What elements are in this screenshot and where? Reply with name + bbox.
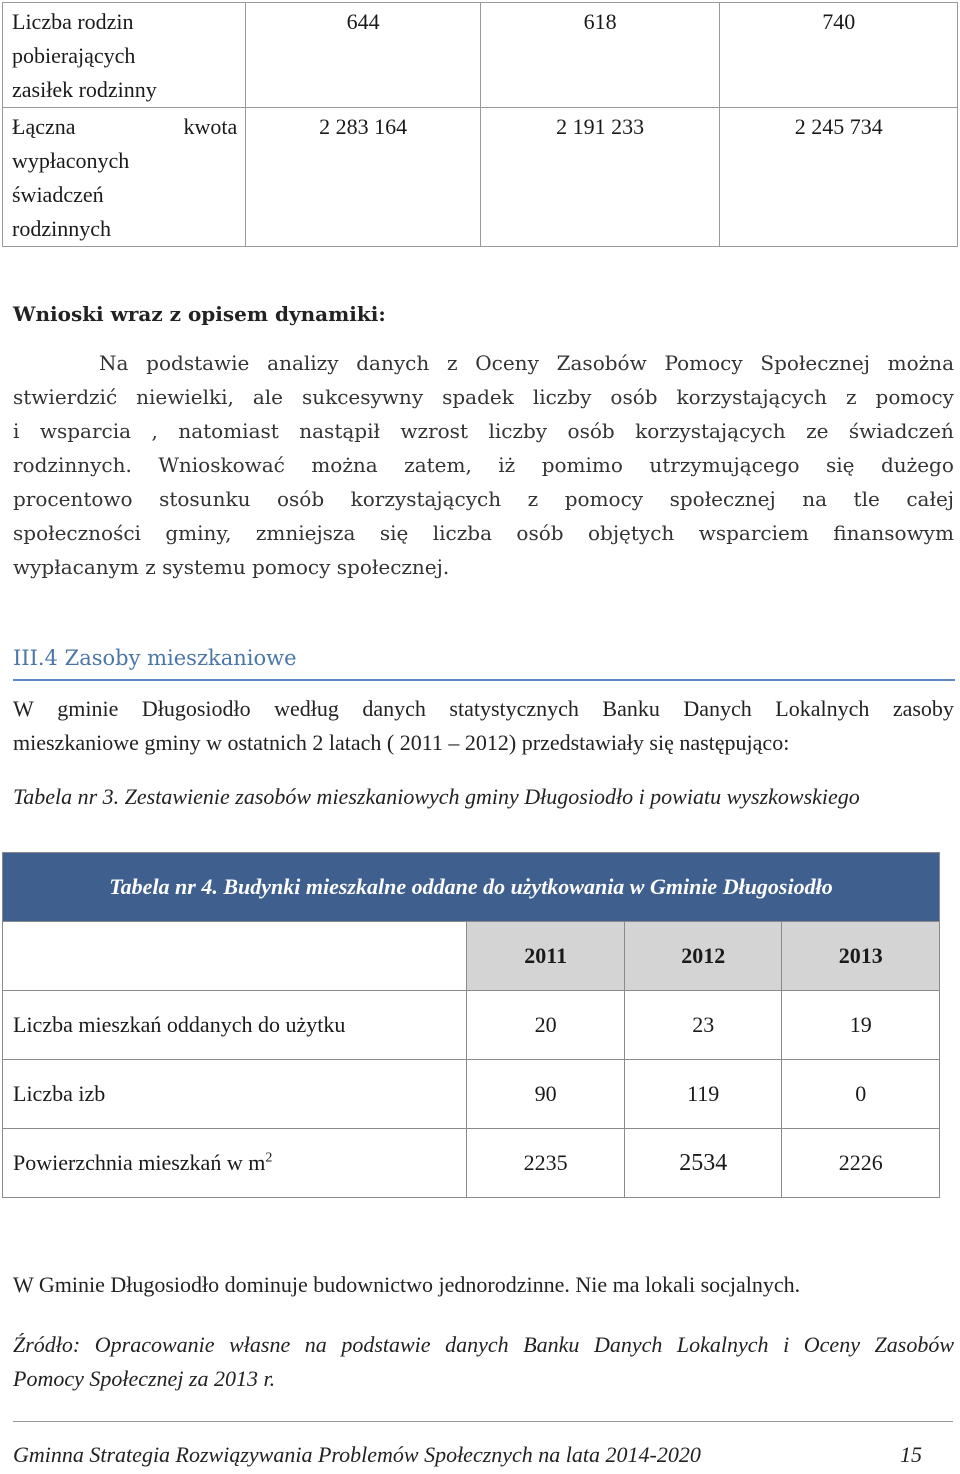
year-header: 2012 (624, 922, 782, 991)
row-label: Liczba mieszkań oddanych do użytku (3, 991, 467, 1060)
word: liczby (532, 385, 592, 409)
word: wsparciem (698, 521, 809, 545)
section-heading: III.4 Zasoby mieszkaniowe (13, 646, 297, 670)
conclusions-paragraph (13, 346, 954, 584)
word: analizy (267, 351, 339, 375)
word: iż (498, 453, 516, 477)
word: danych (356, 351, 430, 375)
word: osób (516, 521, 564, 545)
paragraph-line (13, 692, 954, 726)
empty-header-cell (3, 922, 467, 991)
word: wsparcia (39, 419, 132, 443)
label-word: kwota (183, 114, 238, 139)
year-header: 2013 (782, 922, 940, 991)
word: Lokalnych (676, 1332, 769, 1357)
table-row (3, 108, 958, 247)
value-cell: 2 245 734 (720, 108, 958, 247)
paragraph-line (13, 482, 954, 516)
word: korzystających (350, 487, 502, 511)
word: z (846, 385, 857, 409)
word: osób (567, 419, 615, 443)
word: na (304, 1332, 327, 1357)
value-cell: 19 (782, 991, 940, 1060)
label-line: wypłaconych (12, 148, 130, 173)
word: całej (906, 487, 954, 511)
word: nastąpił (299, 419, 380, 443)
value-cell: 119 (624, 1060, 782, 1129)
word: osób (610, 385, 658, 409)
word: Długosiodło (141, 696, 251, 721)
word: ale (252, 385, 283, 409)
source-note (13, 1328, 954, 1396)
housing-note: W Gminie Długosiodło dominuje budownictwo jednorodzinne. Nie ma lokali socjalnych. (13, 1272, 801, 1297)
word: zasoby (892, 696, 954, 721)
word: korzystających (635, 419, 786, 443)
paragraph-line: mieszkaniowe gminy w ostatnich 2 latach ( 2011 – 2012) przedstawiały się następująco: (13, 730, 790, 755)
source-line: Pomocy Społecznej za 2013 r. (13, 1366, 276, 1391)
word: Pomocy (664, 351, 743, 375)
paragraph-line: wypłacanym z systemu pomocy społecznej. (13, 555, 450, 579)
word: zatem, (404, 453, 472, 477)
paragraph-line (13, 414, 954, 448)
table-row (3, 991, 940, 1060)
value-cell: 2235 (467, 1129, 625, 1198)
row-label (3, 108, 246, 247)
value-cell: 23 (624, 991, 782, 1060)
word: danych (362, 696, 426, 721)
label-line: świadczeń (12, 182, 104, 207)
word: dużego (880, 453, 954, 477)
label-line: Liczba rodzin (12, 9, 134, 34)
word: finansowym (833, 521, 954, 545)
word: Wnioskować (158, 453, 285, 477)
word: korzystających (676, 385, 828, 409)
housing-paragraph (13, 692, 954, 760)
label-line: zasiłek rodzinny (12, 77, 157, 102)
table-row (3, 3, 958, 108)
word: Społecznej (760, 351, 870, 375)
word: Lokalnych (775, 696, 870, 721)
word: podstawie (341, 1332, 431, 1357)
word: pomimo (541, 453, 623, 477)
word: gminy, (165, 521, 232, 545)
word: W (13, 696, 34, 721)
paragraph-line (13, 380, 954, 414)
source-line (13, 1328, 954, 1362)
word: Danych (683, 696, 752, 721)
word: danych (445, 1332, 509, 1357)
word: Zasobów (874, 1332, 954, 1357)
word: się (826, 453, 855, 477)
word: zmniejsza (255, 521, 356, 545)
word: i (783, 1332, 790, 1357)
superscript: 2 (265, 1150, 273, 1166)
row-label (3, 1129, 467, 1198)
word: Na (99, 351, 129, 375)
benefits-table (2, 2, 958, 247)
word: stwierdzić (13, 385, 118, 409)
page-number: 15 (900, 1442, 922, 1467)
word: pomocy (875, 385, 954, 409)
label-line: rodzinnych (12, 216, 111, 241)
value-cell: 740 (720, 3, 958, 108)
word: podstawie (146, 351, 250, 375)
word: gminie (57, 696, 119, 721)
label-line: pobierających (12, 43, 136, 68)
word: Zasobów (556, 351, 647, 375)
footer-title: Gminna Strategia Rozwiązywania Problemów Społecznych na lata 2014-2020 (13, 1442, 701, 1467)
word: z (527, 487, 539, 511)
word: Opracowanie (94, 1332, 215, 1357)
word: sukcesywny (301, 385, 424, 409)
row-label-text: Powierzchnia mieszkań w m (13, 1150, 266, 1175)
word: można (887, 351, 954, 375)
paragraph-line (13, 448, 954, 482)
word: utrzymującego (649, 453, 800, 477)
paragraph-line (13, 516, 954, 550)
value-cell: 618 (480, 3, 720, 108)
word: Oceny (803, 1332, 860, 1357)
word: niewielki, (136, 385, 234, 409)
word: rodzinnych. (13, 453, 132, 477)
table-title-row (3, 853, 940, 922)
value-cell: 644 (246, 3, 481, 108)
label-line (12, 110, 237, 144)
word: Danych (593, 1332, 663, 1357)
word: procentowo (13, 487, 133, 511)
word: osób (276, 487, 325, 511)
word: ze (806, 419, 829, 443)
section-divider (13, 679, 955, 681)
word: pomocy (564, 487, 644, 511)
table-row (3, 1060, 940, 1129)
table3-caption: Tabela nr 3. Zestawienie zasobów mieszkaniowych gminy Długosiodło i powiatu wyszkowskiego (13, 784, 860, 809)
value-cell: 2226 (782, 1129, 940, 1198)
word: liczba (432, 521, 492, 545)
word: na (802, 487, 828, 511)
word: i (13, 419, 20, 443)
word: Banku (602, 696, 660, 721)
row-label (3, 3, 246, 108)
word: według (274, 696, 339, 721)
word: natomiast (178, 419, 279, 443)
row-label: Liczba izb (3, 1060, 467, 1129)
word: własne (229, 1332, 291, 1357)
table-title: Tabela nr 4. Budynki mieszkalne oddane do użytkowania w Gminie Długosiodło (3, 853, 940, 922)
word: statystycznych (449, 696, 579, 721)
word: Oceny (475, 351, 539, 375)
value-cell: 90 (467, 1060, 625, 1129)
value-cell: 2 191 233 (480, 108, 720, 247)
year-header: 2011 (467, 922, 625, 991)
table-row (3, 1129, 940, 1198)
value-cell: 2534 (624, 1129, 782, 1198)
word: , (151, 419, 158, 443)
word: społecznej (669, 487, 776, 511)
buildings-table (2, 852, 940, 1198)
conclusions-heading: Wnioski wraz z opisem dynamiki: (13, 302, 386, 326)
word: tle (853, 487, 880, 511)
footer-divider (13, 1421, 953, 1422)
word: objętych (588, 521, 675, 545)
table-header-row (3, 922, 940, 991)
word: z (446, 351, 458, 375)
paragraph-line (13, 346, 954, 380)
word: liczby (488, 419, 548, 443)
word: spadek (442, 385, 514, 409)
word: można (311, 453, 378, 477)
value-cell: 0 (782, 1060, 940, 1129)
value-cell: 20 (467, 991, 625, 1060)
word: Banku (523, 1332, 580, 1357)
value-cell: 2 283 164 (246, 108, 481, 247)
word: świadczeń (848, 419, 954, 443)
label-word: Łączna (12, 114, 76, 139)
word: społeczności (13, 521, 141, 545)
word: się (379, 521, 409, 545)
word: stosunku (159, 487, 251, 511)
word: Źródło: (13, 1332, 81, 1357)
word: wzrost (400, 419, 468, 443)
